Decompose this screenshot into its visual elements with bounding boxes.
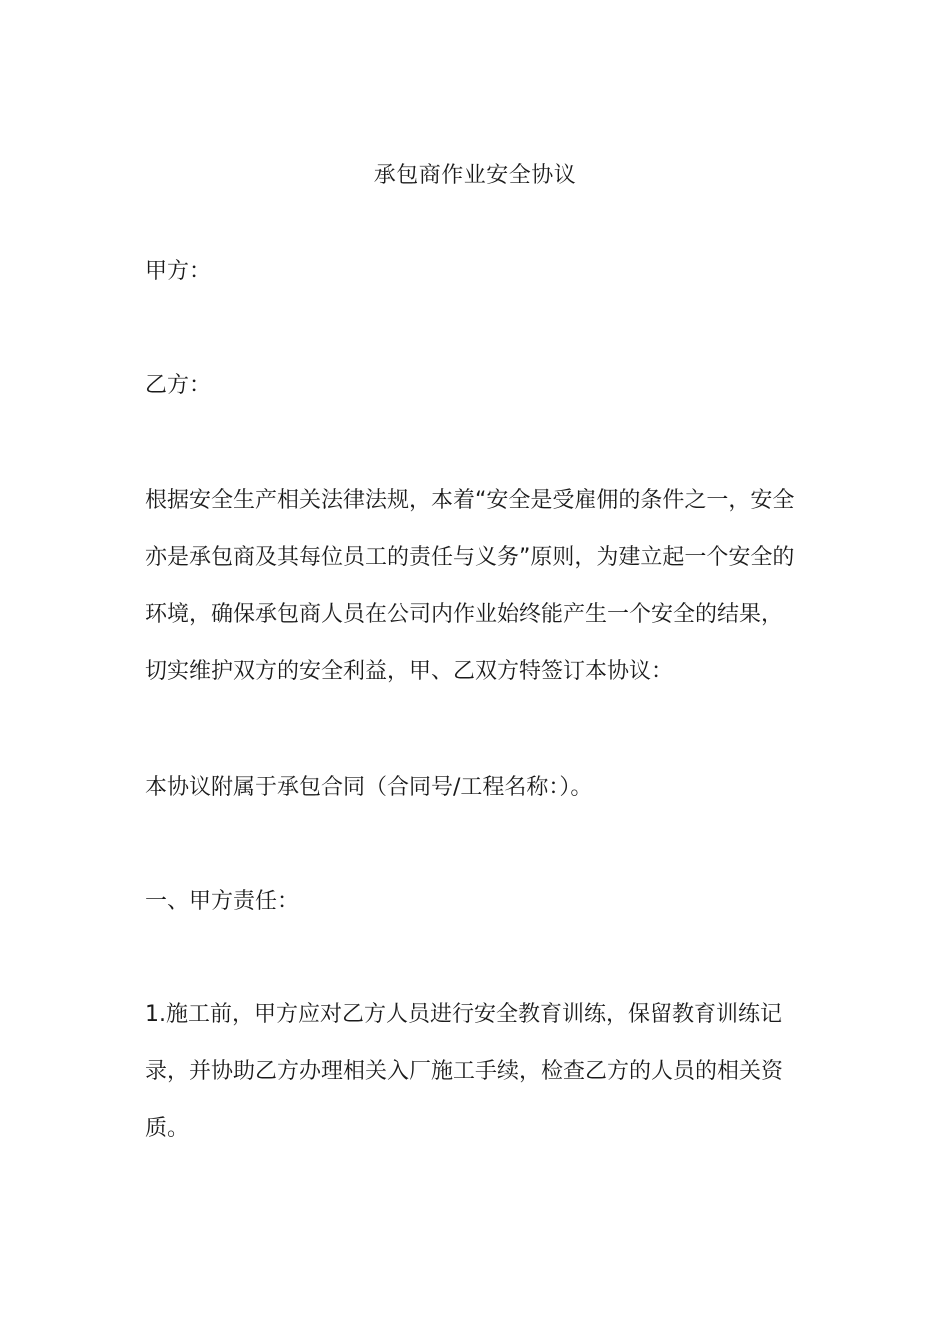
intro-line: 根据安全生产相关法律法规，本着“安全是受雇佣的条件之一，安全	[145, 488, 795, 513]
document-title: 承包商作业安全协议	[373, 163, 577, 188]
party-b-label: 乙方：	[145, 373, 212, 398]
party-a-label: 甲方：	[145, 259, 212, 284]
clause-item-1	[145, 986, 815, 1157]
annex-statement: 本协议附属于承包合同（合同号/工程名称：）。	[145, 775, 593, 800]
clause-line: 1.施工前，甲方应对乙方人员进行安全教育训练，保留教育训练记	[145, 1002, 782, 1027]
intro-paragraph	[145, 472, 815, 700]
intro-line: 环境，确保承包商人员在公司内作业始终能产生一个安全的结果，	[145, 602, 784, 627]
section-heading-party-a-duties: 一、甲方责任：	[145, 889, 300, 914]
intro-line: 亦是承包商及其每位员工的责任与义务”原则，为建立起一个安全的	[145, 545, 795, 570]
clause-line: 质。	[145, 1116, 190, 1141]
clause-line: 录，并协助乙方办理相关入厂施工手续，检查乙方的人员的相关资	[145, 1059, 784, 1084]
intro-line: 切实维护双方的安全利益，甲、乙双方特签订本协议：	[145, 659, 674, 684]
